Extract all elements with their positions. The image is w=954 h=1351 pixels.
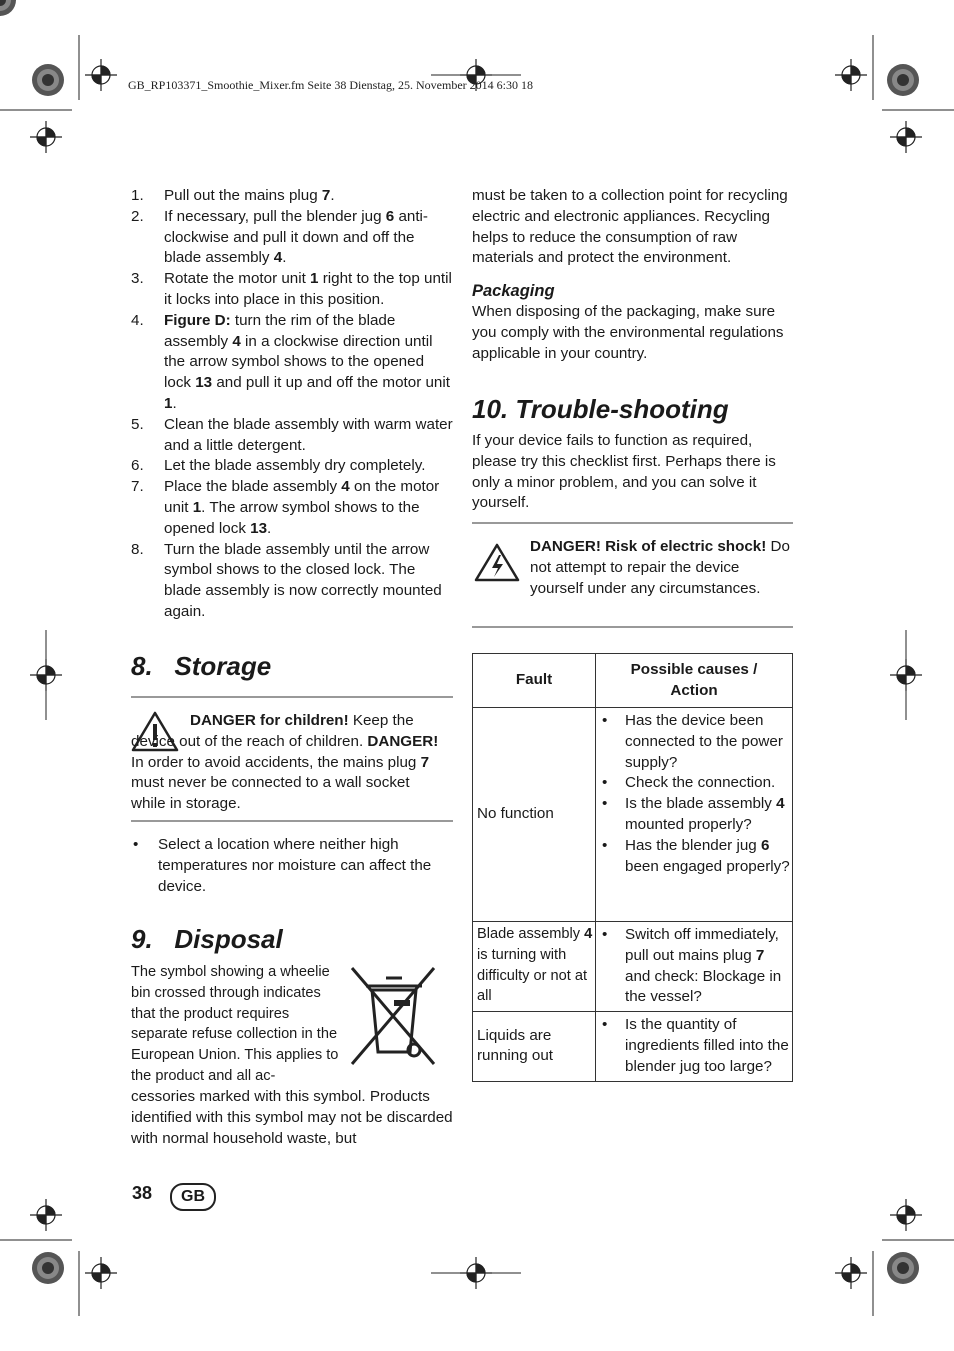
fault-cell <box>473 708 596 922</box>
file-info-header: GB_RP103371_Smoothie_Mixer.fm Seite 38 Dienstag, 25. November 2014 6:30 18 <box>128 78 533 92</box>
bold-text: 6 <box>760 836 770 854</box>
text-run: Turn the blade assembly until the arrow symbol shows to the closed lock. The blade assembly is now correctly mounted again. <box>164 540 442 620</box>
shock-warning-box <box>472 522 793 628</box>
step-number: 4. <box>131 311 144 329</box>
text-run: Let the blade assembly dry completely. <box>164 457 426 475</box>
causes-column-header: Possible causes / Action <box>596 654 793 708</box>
page-number: 38 <box>132 1183 153 1203</box>
bold-text: 13 <box>195 374 213 392</box>
step-item <box>131 540 453 623</box>
bold-text: DANGER! <box>367 732 439 750</box>
storage-bullet: • Select a location where neither high temperatures nor moisture can affect the device. <box>131 835 478 897</box>
text-run: and check: Blockage in the vessel? <box>625 967 782 1006</box>
text-run: Clean the blade assembly with warm water and a little detergent. <box>164 415 453 454</box>
cause-item <box>596 836 790 878</box>
text-run: Keep the device out of the reach of children. <box>131 712 414 750</box>
text-run: . <box>172 394 177 412</box>
step-number: 3. <box>131 270 144 288</box>
packaging-text: When disposing of the packaging, make sure you comply with the environmental regulations applicable in your country. <box>472 303 784 362</box>
language-badge: GB <box>170 1183 216 1211</box>
text-run: Rotate the motor unit <box>164 270 311 288</box>
bold-text: 7 <box>420 753 430 771</box>
step-number: 8. <box>131 540 144 558</box>
step-number: 5. <box>131 415 144 433</box>
left-column <box>131 186 453 623</box>
bold-text: 4 <box>232 332 241 350</box>
text-run: . <box>267 519 272 537</box>
step-item <box>131 415 453 457</box>
text-run: No function <box>477 805 554 823</box>
causes-list <box>596 708 792 880</box>
bold-text: 6 <box>385 207 395 225</box>
text-run: Do not attempt to repair the device yourself under any circumstances. <box>530 538 790 597</box>
text-run: Pull out the mains plug <box>164 187 322 204</box>
cleaning-steps <box>131 186 453 623</box>
storage-heading: 8. Storage <box>131 651 272 681</box>
causes-list <box>596 922 792 1011</box>
bold-text: 1 <box>310 270 319 288</box>
trouble-intro: If your device fails to function as required, please try this checklist first. Perhaps there is only a minor problem, and you can solve it yourself. <box>472 432 776 512</box>
bold-text: 7 <box>321 187 331 204</box>
text-run: and pull it up and off the motor unit <box>212 374 450 392</box>
fault-column-header: Fault <box>473 654 596 708</box>
cause-item <box>596 773 790 794</box>
disposal-text-full: cessories marked with this symbol. Products identified with this symbol may not be discarded with normal household waste, but <box>131 1088 453 1147</box>
text-run: If necessary, pull the blender jug <box>164 207 386 225</box>
trouble-shooting-heading: 10. Trouble-shooting <box>472 394 729 424</box>
text-run: is turning with difficulty or not at all <box>477 946 588 1005</box>
step-item <box>131 269 453 311</box>
causes-list <box>596 1012 792 1080</box>
text-run: Has the device been connected to the power supply? <box>625 712 783 771</box>
disposal-heading: 9. Disposal <box>131 924 283 954</box>
text-run: on the motor unit <box>164 478 440 516</box>
text-run: Is the quantity of ingredients filled into the blender jug too large? <box>625 1016 789 1075</box>
bold-text: 1 <box>164 394 173 412</box>
bold-text: DANGER! Risk of electric shock! <box>530 538 767 555</box>
electric-shock-icon <box>474 542 520 582</box>
step-item <box>131 477 453 539</box>
step-item <box>131 207 453 269</box>
step-item <box>131 456 453 477</box>
bold-text: 4 <box>776 795 785 813</box>
text-run: right to the top until it locks into place in this position. <box>164 270 452 308</box>
bold-text: 4 <box>341 478 350 496</box>
text-run: Check the connection. <box>625 774 776 792</box>
table-row <box>473 922 793 1012</box>
step-number: 7. <box>131 478 144 496</box>
text-run: Switch off immediately, pull out mains plug <box>625 926 779 964</box>
bold-text: 4 <box>584 926 593 942</box>
causes-cell <box>596 708 793 922</box>
storage-warning-box <box>131 696 453 822</box>
text-run: . <box>282 249 287 267</box>
right-column <box>472 186 793 365</box>
text-run: Has the blender jug <box>625 836 761 854</box>
cause-item <box>596 711 790 773</box>
bold-text: 4 <box>273 249 283 267</box>
text-run: anti-clockwise and pull it down and off the blade assembly <box>164 207 428 267</box>
causes-cell <box>596 1012 793 1081</box>
text-run: Is the blade assembly <box>625 795 777 813</box>
step-number: 1. <box>131 187 144 204</box>
text-run: In order to avoid accidents, the mains plug <box>131 753 421 771</box>
causes-cell <box>596 922 793 1012</box>
step-number: 6. <box>131 457 144 475</box>
cause-item <box>596 1015 790 1077</box>
text-run: Liquids are running out <box>477 1026 553 1065</box>
bold-text: Figure D: <box>164 311 231 329</box>
step-item <box>131 186 453 207</box>
step-item <box>131 311 453 415</box>
bold-text: 7 <box>755 946 765 964</box>
text-run: been engaged properly? <box>625 857 790 875</box>
text-run: in a clockwise direction until the arrow symbol shows to the opened lock <box>164 332 433 392</box>
cause-item <box>596 925 790 1008</box>
text-run: . The arrow symbol shows to the opened lock <box>164 498 420 537</box>
bold-text: DANGER for children! <box>190 712 349 729</box>
fault-cell <box>473 922 596 1012</box>
text-run: Blade assembly <box>477 926 585 942</box>
bold-text: 1 <box>192 498 202 516</box>
text-run: Place the blade assembly <box>164 478 342 496</box>
table-row <box>473 708 793 922</box>
text-run: . <box>330 187 335 204</box>
cause-item <box>596 794 790 836</box>
fault-cell <box>473 1012 596 1081</box>
text-run: mounted properly? <box>625 815 752 833</box>
crossed-wheelie-bin-icon <box>350 964 436 1068</box>
text-run: turn the rim of the blade assembly <box>164 311 396 350</box>
text-run: must never be connected to a wall socket while in storage. <box>131 774 410 813</box>
packaging-heading: Packaging <box>472 282 555 301</box>
disposal-continued: must be taken to a collection point for recycling electric and electronic appliances. Recycling helps to reduce the consumption of raw materials and protect the environment. <box>472 187 788 267</box>
bold-text: 13 <box>250 519 268 537</box>
storage-warning-text <box>131 711 447 815</box>
step-number: 2. <box>131 207 144 225</box>
table-row <box>473 1012 793 1081</box>
disposal-text-wrap: The symbol showing a wheelie bin crossed through indicates that the product requires separate refuse collection in the European Union. This applies to the product and all ac- <box>131 964 339 1084</box>
fault-table <box>472 653 793 1082</box>
shock-warning-text <box>530 537 792 599</box>
